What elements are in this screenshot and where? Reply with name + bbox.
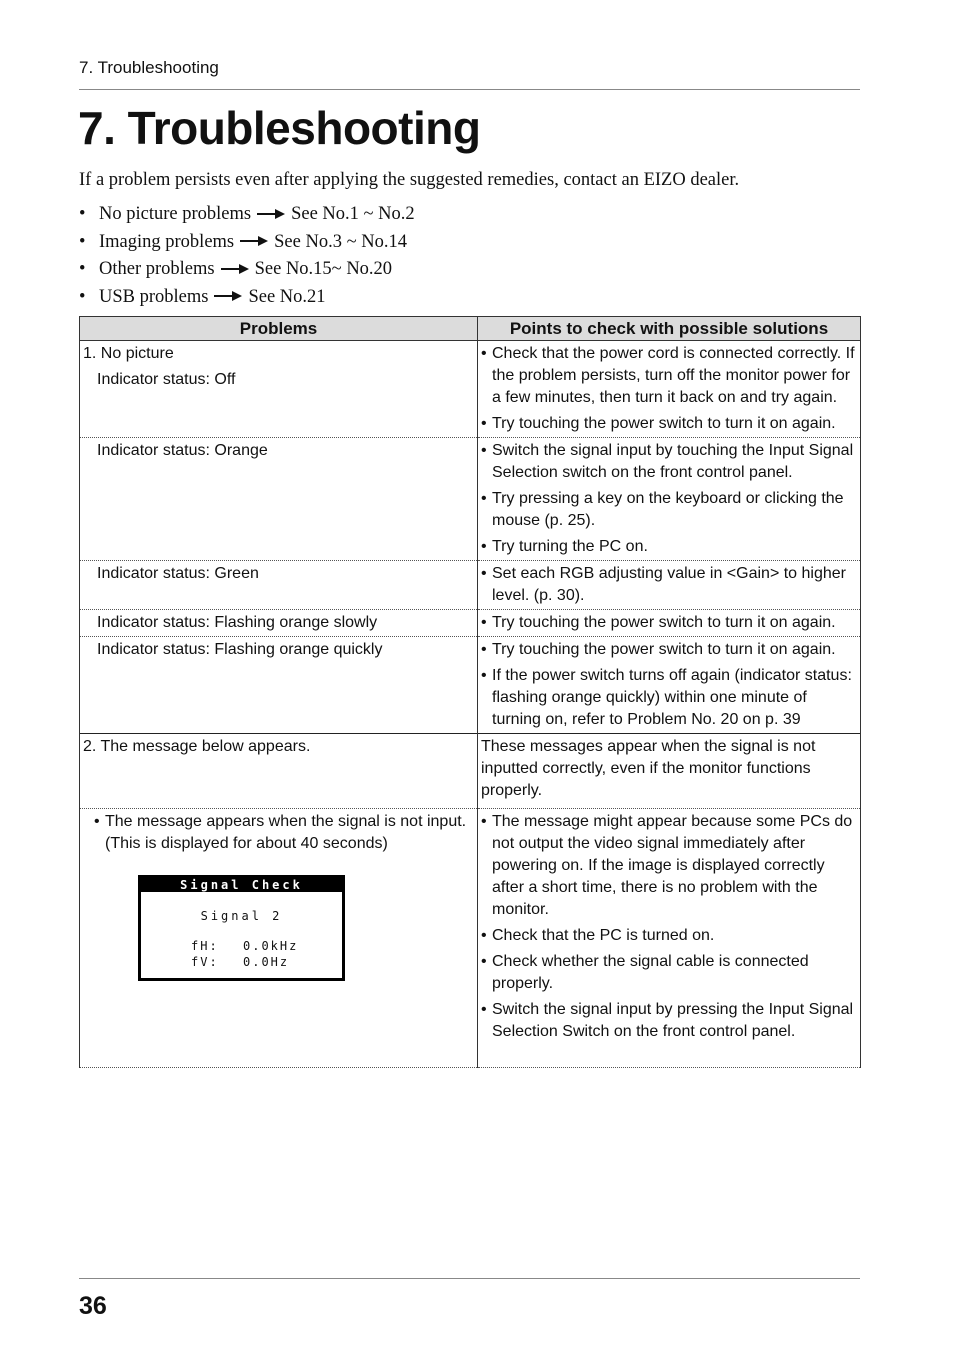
bullet-icon: • <box>79 286 86 307</box>
table-row <box>80 734 861 809</box>
problem-status: Indicator status: Flashing orange slowly <box>97 614 378 631</box>
page-number: 36 <box>79 1292 107 1320</box>
category-ref: See No.21 <box>248 286 326 307</box>
table-row <box>80 438 861 561</box>
solution-item: • Check that the PC is turned on. <box>481 925 858 947</box>
solution-intro: These messages appear when the signal is not inputted correctly, even if the monitor functions properly. <box>481 738 816 799</box>
osd-fh-label: fH: <box>191 939 219 953</box>
category-label: USB problems <box>99 286 209 307</box>
category-label: Imaging problems <box>99 231 235 252</box>
table-row <box>80 561 861 610</box>
solution-item: • Try touching the power switch to turn it on again. <box>481 639 858 661</box>
osd-fv-label: fV: <box>191 955 219 969</box>
bullet-icon: • <box>79 231 86 252</box>
problem-title: 1. No picture <box>83 345 174 362</box>
table-row <box>80 610 861 637</box>
problem-status: Indicator status: Orange <box>97 442 268 459</box>
solution-cell <box>478 561 861 610</box>
table-row <box>80 637 861 734</box>
troubleshooting-table <box>79 316 861 1068</box>
footer-divider <box>79 1278 860 1279</box>
problem-cell <box>80 438 478 561</box>
intro-text: If a problem persists even after applying the suggested remedies, contact an EIZO dealer. <box>79 170 740 190</box>
solution-cell <box>478 610 861 637</box>
problem-cell <box>80 341 478 438</box>
category-item <box>79 229 415 257</box>
table-header-row <box>80 317 861 341</box>
problem-cell <box>80 809 478 1068</box>
osd-fh-value: 0.0kHz <box>243 939 299 953</box>
bullet-icon: • <box>79 204 86 224</box>
solution-cell <box>478 341 861 438</box>
table-row <box>80 341 861 438</box>
solution-item: • Check whether the signal cable is connected properly. <box>481 951 858 995</box>
osd-fv-value: 0.0Hz <box>243 955 290 969</box>
category-ref: See No.15~ No.20 <box>254 259 393 279</box>
problem-category-list <box>79 201 415 311</box>
problem-status: Indicator status: Off <box>97 371 236 388</box>
arrow-right-icon <box>257 209 285 219</box>
osd-frequency <box>141 938 342 970</box>
column-header-problems: Problems <box>80 317 478 341</box>
running-head: 7. Troubleshooting <box>79 58 219 77</box>
header-divider <box>79 89 860 90</box>
category-label: Other problems <box>99 259 215 279</box>
solution-cell <box>478 637 861 734</box>
category-ref: See No.3 ~ No.14 <box>274 231 407 252</box>
problem-cell <box>80 637 478 734</box>
category-ref: See No.1 ~ No.2 <box>291 204 415 224</box>
solution-item: • Try touching the power switch to turn it on again. <box>481 612 858 634</box>
solution-cell <box>478 809 861 1068</box>
problem-title: 2. The message below appears. <box>83 738 311 755</box>
problem-cell <box>80 734 478 809</box>
solution-item: • Switch the signal input by touching the Input Signal Selection switch on the front control panel. <box>481 440 858 484</box>
arrow-right-icon <box>240 236 268 246</box>
arrow-right-icon <box>214 291 242 301</box>
solution-item: • Try pressing a key on the keyboard or clicking the mouse (p. 25). <box>481 488 858 532</box>
category-item <box>79 284 415 312</box>
signal-check-osd <box>138 875 345 981</box>
category-item <box>79 201 415 229</box>
osd-title: Signal Check <box>141 878 342 892</box>
problem-status: Indicator status: Green <box>97 565 259 582</box>
solution-cell <box>478 438 861 561</box>
problem-cell <box>80 561 478 610</box>
category-label: No picture problems <box>99 204 252 224</box>
problem-case: • The message appears when the signal is not input. (This is displayed for about 40 seconds) <box>83 811 475 855</box>
solution-item: • If the power switch turns off again (indicator status: flashing orange quickly) within one minute of turning on, refer to Problem No. 20 on p. 39 <box>481 665 858 731</box>
problem-status: Indicator status: Flashing orange quickly <box>97 641 383 658</box>
solution-item: • Set each RGB adjusting value in <Gain> to higher level. (p. 30). <box>481 563 858 607</box>
page-title: 7. Troubleshooting <box>78 102 481 154</box>
bullet-icon: • <box>79 259 86 279</box>
osd-signal: Signal 2 <box>200 909 283 923</box>
solution-item: • Try turning the PC on. <box>481 536 858 558</box>
category-item <box>79 256 415 284</box>
solution-item: • Switch the signal input by pressing the Input Signal Selection Switch on the front control panel. <box>481 999 858 1043</box>
solution-cell <box>478 734 861 809</box>
problem-cell <box>80 610 478 637</box>
solution-item: • The message might appear because some PCs do not output the video signal immediately after powering on. If the image is displayed correctly after a short time, there is no problem with the monitor. <box>481 811 858 921</box>
table-row <box>80 809 861 1068</box>
solution-item: • Check that the power cord is connected correctly. If the problem persists, turn off the monitor power for a few minutes, then turn it back on and try again. <box>481 343 858 409</box>
arrow-right-icon <box>221 264 249 274</box>
solution-item: • Try touching the power switch to turn it on again. <box>481 413 858 435</box>
column-header-solutions: Points to check with possible solutions <box>478 317 861 341</box>
